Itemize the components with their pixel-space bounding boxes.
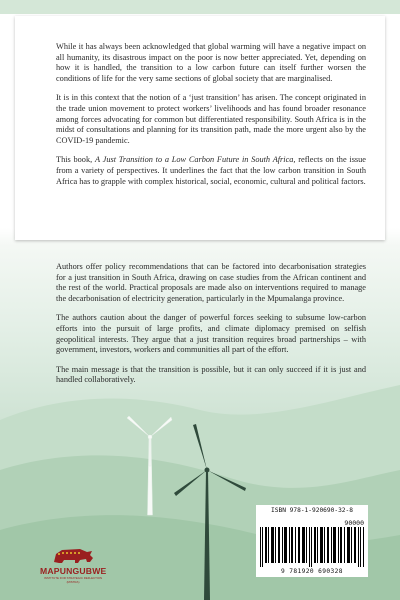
price-code: 90000: [344, 519, 364, 527]
rhino-logo-icon: [40, 544, 106, 566]
publisher-tagline: INSTITUTE FOR STRATEGIC REFLECTION (MISTRA): [43, 576, 103, 584]
blurb-lower: [56, 262, 366, 386]
book-title: A Just Transition to a Low Carbon Future in South Africa,: [94, 155, 296, 165]
blurb-paragraph: Authors offer policy recommendations that can be factored into decarbonisation strategies for a just transition in South Africa, drawing on case studies from the African continent and the rest of the world. Practical proposals are made also on interventions required to manage the decarbonisation of electricity generation, particularly in the Mpumalanga province.: [56, 262, 366, 303]
barcode-digits: 9 781920 690328: [281, 568, 343, 575]
book-title-paragraph: [56, 155, 366, 187]
publisher-name: MAPUNGUBWE: [40, 566, 107, 576]
book-paragraph-suffix: reflects on the issue from a variety of perspectives. It underlines the fact that the low carbon transition in South Africa has to grapple with complex historical, social, economic, cultural and political factors.: [56, 155, 366, 186]
publisher-logo: [40, 544, 106, 586]
isbn-barcode: [256, 505, 368, 577]
blurb-paragraph: It is in this context that the notion of a ‘just transition’ has arisen. The concept originated in the trade union movement to protect workers’ livelihoods and has found broader resonance among forces advocating for common but differentiated responsibility. South Africa is in the midst of consultations and planning for its transition path, made the more urgent also by the COVID-19 pandemic.: [56, 93, 366, 145]
book-paragraph-prefix: This book,: [56, 155, 95, 165]
blurb-paragraph: The main message is that the transition is possible, but it can only succeed if it is just and handled collaboratively.: [56, 364, 366, 385]
blurb-paragraph: The authors caution about the danger of powerful forces seeking to subsume low-carbon efforts into the pursuit of large profits, and climate diplomacy premised on selfish geopolitical interests. They argue that a just transition requires broad partnerships – with government, investors, workers and communities all part of the effort.: [56, 313, 366, 355]
barcode-bars: [260, 527, 364, 567]
blurb-upper: [56, 42, 366, 187]
blurb-paragraph: While it has always been acknowledged that global warming will have a negative impact on all humanity, its disastrous impact on the poor is now better appreciated. Yet, depending on how it is handled, the transition to a low carbon future can itself further worsen the conditions of life for the very same sections of global society that are marginalised.: [56, 42, 366, 83]
isbn-label: ISBN 978-1-920690-32-8: [271, 507, 353, 514]
